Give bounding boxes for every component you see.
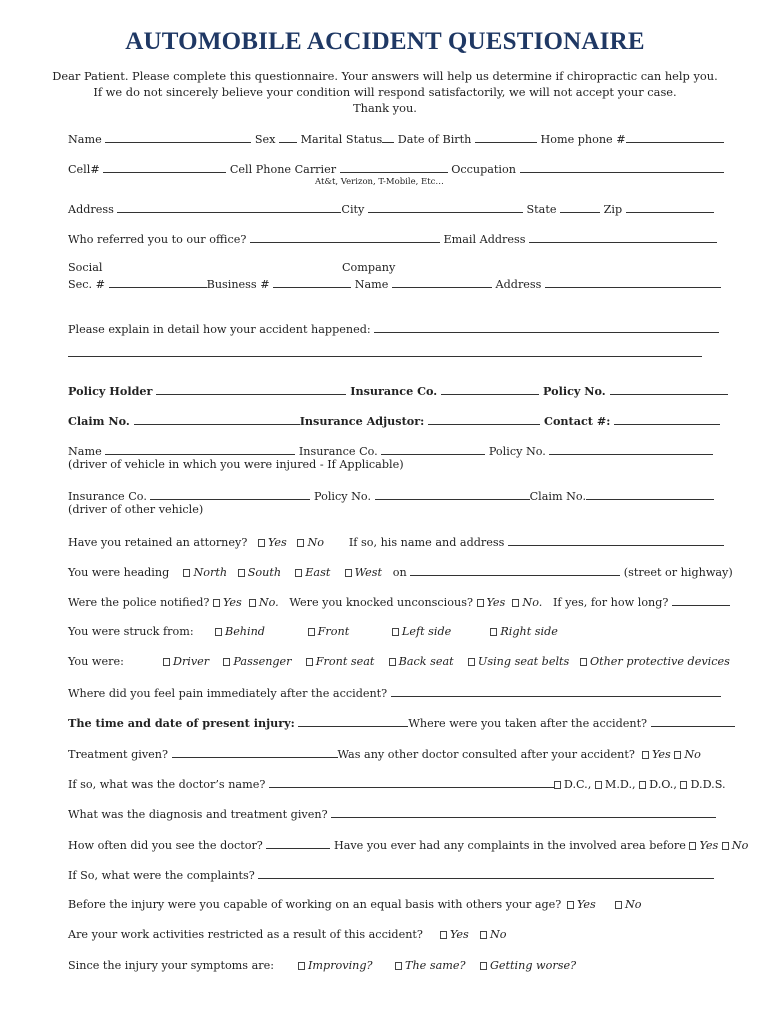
- carrier-field[interactable]: [340, 161, 448, 173]
- intro-line-3: Thank you.: [353, 101, 417, 115]
- dc-label: D.C.,: [563, 778, 592, 791]
- adjustor-label: Insurance Adjustor:: [299, 414, 425, 428]
- diagnosis-field[interactable]: [331, 806, 716, 818]
- what-complaints-field[interactable]: [258, 867, 714, 879]
- occupation-label: Occupation: [451, 163, 516, 176]
- police-yes-checkbox[interactable]: [213, 599, 220, 607]
- pain-field[interactable]: [391, 685, 721, 697]
- business-label: Business #: [206, 278, 270, 291]
- intro-line-1: Dear Patient. Please complete this questionnaire. Your answers will help us determine if chiropractic can help you.: [52, 69, 718, 83]
- attorney-follow-field[interactable]: [508, 534, 724, 546]
- name-field[interactable]: [105, 131, 251, 143]
- police-label: Were the police notified?: [68, 596, 210, 609]
- city-label: City: [341, 203, 365, 216]
- worse-checkbox[interactable]: [480, 962, 487, 970]
- on-label: on: [392, 566, 407, 579]
- south-checkbox[interactable]: [238, 569, 245, 577]
- other-doctor-yes-checkbox[interactable]: [642, 751, 649, 759]
- worse-option: [480, 959, 576, 972]
- attorney-label: Have you retained an attorney?: [68, 536, 248, 549]
- driver-row: [68, 443, 718, 459]
- other-driver-note: (driver of other vehicle): [68, 503, 204, 516]
- seat-belts-checkbox[interactable]: [468, 658, 475, 666]
- doctor-name-label: If so, what was the doctor’s name?: [68, 778, 266, 791]
- email-field[interactable]: [529, 231, 717, 243]
- improving-checkbox[interactable]: [298, 962, 305, 970]
- claim-no-label: Claim No.: [68, 414, 130, 428]
- restricted-no-label: No: [490, 928, 507, 941]
- pain-label: Where did you feel pain immediately after the accident?: [68, 687, 388, 700]
- doctor-name-field[interactable]: [269, 776, 554, 788]
- unconscious-no-checkbox[interactable]: [512, 599, 519, 607]
- passenger-label: Passenger: [233, 655, 292, 668]
- complaints-no-checkbox[interactable]: [722, 842, 729, 850]
- address-row: [68, 201, 718, 217]
- occupation-field[interactable]: [520, 161, 724, 173]
- policy-no-label: Policy No.: [543, 384, 606, 398]
- explain-row: [68, 321, 718, 337]
- restricted-label: Are your work activities restricted as a result of this accident?: [68, 928, 423, 941]
- police-yes-label: Yes: [222, 596, 242, 609]
- dob-field[interactable]: [475, 131, 537, 143]
- other-policy-label: Policy No.: [314, 490, 372, 503]
- state-label: State: [526, 203, 557, 216]
- address-field[interactable]: [117, 201, 341, 213]
- how-often-label: How often did you see the doctor?: [68, 839, 263, 852]
- dds-label: D.D.S.: [690, 778, 726, 791]
- diagnosis-row: [68, 806, 718, 822]
- intro-line-2: If we do not sincerely believe your condition will respond satisfactorily, we will not accept your case.: [93, 85, 677, 99]
- west-label: West: [354, 566, 383, 579]
- how-long-field[interactable]: [672, 594, 730, 606]
- worse-label: Getting worse?: [490, 959, 577, 972]
- capable-no-label: No: [625, 898, 642, 911]
- restricted-no-checkbox[interactable]: [480, 931, 487, 939]
- struck-label: You were struck from:: [68, 625, 194, 638]
- policy-row: [68, 383, 718, 398]
- other-ins-co-field[interactable]: [150, 488, 310, 500]
- how-often-field[interactable]: [266, 837, 330, 849]
- driver-policy-field[interactable]: [549, 443, 713, 455]
- unconscious-yes-label: Yes: [486, 596, 506, 609]
- personal-row-2: [68, 161, 718, 177]
- right-side-checkbox[interactable]: [490, 628, 497, 636]
- right-side-label: Right side: [500, 625, 558, 638]
- complaints-yes-checkbox[interactable]: [689, 842, 696, 850]
- contact-label: Contact #:: [544, 414, 611, 428]
- email-label: Email Address: [443, 233, 526, 246]
- street-field[interactable]: [410, 564, 620, 576]
- west-checkbox[interactable]: [345, 569, 352, 577]
- police-no-label: No.: [258, 596, 279, 609]
- pain-row: [68, 685, 718, 701]
- company-label-2: Name: [354, 278, 389, 291]
- same-label: The same?: [405, 959, 466, 972]
- how-often-row: [68, 837, 749, 853]
- capable-no-checkbox[interactable]: [615, 901, 622, 909]
- south-label: South: [247, 566, 282, 579]
- driver-ins-co-field[interactable]: [381, 443, 485, 455]
- treatment-field[interactable]: [172, 746, 338, 758]
- dob-label: Date of Birth: [397, 133, 472, 146]
- capable-yes: [567, 898, 596, 911]
- business-field[interactable]: [273, 276, 351, 288]
- north-label: North: [193, 566, 228, 579]
- cell-field[interactable]: [103, 161, 226, 173]
- other-policy-field[interactable]: [375, 488, 530, 500]
- carrier-label: Cell Phone Carrier: [229, 163, 337, 176]
- position-row: [68, 655, 730, 669]
- other-claim-field[interactable]: [586, 488, 714, 500]
- unconscious-yes-checkbox[interactable]: [477, 599, 484, 607]
- sex-label: Sex: [254, 133, 276, 146]
- restricted-yes-checkbox[interactable]: [440, 931, 447, 939]
- back-seat-label: Back seat: [398, 655, 454, 668]
- referral-row: [68, 231, 718, 247]
- treatment-row: [68, 746, 718, 762]
- heading-label: You were heading: [68, 566, 170, 579]
- unconscious-label: Were you knocked unconscious?: [289, 596, 473, 609]
- attorney-yes-label: Yes: [268, 536, 287, 549]
- marital-status-label: Marital Status: [300, 133, 383, 146]
- other-doctor-label: Was any other doctor consulted after your accident?: [337, 748, 635, 761]
- city-field[interactable]: [368, 201, 523, 213]
- company-label-1: Company: [342, 261, 396, 274]
- capable-yes-checkbox[interactable]: [567, 901, 574, 909]
- name-label: Name: [68, 133, 102, 146]
- police-row: [68, 594, 718, 610]
- north-checkbox[interactable]: [183, 569, 190, 577]
- other-claim-label: Claim No.: [529, 490, 587, 503]
- explain-label: Please explain in detail how your accident happened:: [68, 323, 371, 336]
- taken-field[interactable]: [651, 715, 735, 727]
- seat-belts-label: Using seat belts: [477, 655, 570, 668]
- restricted-yes-label: Yes: [450, 928, 469, 941]
- symptoms-row: [68, 959, 718, 973]
- driver-label: Driver: [172, 655, 210, 668]
- dc-checkbox[interactable]: [554, 781, 561, 789]
- state-field[interactable]: [560, 201, 600, 213]
- diagnosis-label: What was the diagnosis and treatment given?: [68, 808, 328, 821]
- do-label: D.O.,: [649, 778, 677, 791]
- how-long-label: If yes, for how long?: [552, 596, 669, 609]
- capable-yes-label: Yes: [577, 898, 596, 911]
- unconscious-no-label: No.: [522, 596, 543, 609]
- what-complaints-row: [68, 867, 718, 883]
- same-option: [395, 959, 465, 972]
- personal-row-1: [68, 131, 718, 147]
- east-label: East: [305, 566, 331, 579]
- complaints-no-label: No: [731, 839, 749, 852]
- front-label: Front: [317, 625, 350, 638]
- driver-ins-co-label: Insurance Co.: [298, 445, 378, 458]
- symptoms-label: Since the injury your symptoms are:: [68, 959, 274, 972]
- complaints-yes-label: Yes: [699, 839, 719, 852]
- social-field[interactable]: [109, 276, 207, 288]
- behind-checkbox[interactable]: [215, 628, 222, 636]
- struck-row: [68, 625, 718, 639]
- front-seat-label: Front seat: [315, 655, 375, 668]
- complaints-before-label: Have you ever had any complaints in the involved area before: [333, 839, 686, 852]
- md-checkbox[interactable]: [595, 781, 602, 789]
- back-seat-checkbox[interactable]: [389, 658, 396, 666]
- restricted-no: [480, 928, 507, 941]
- east-checkbox[interactable]: [295, 569, 302, 577]
- insurance-co-field[interactable]: [441, 383, 539, 395]
- taken-label: Where were you taken after the accident?: [408, 717, 648, 730]
- attorney-row: [68, 534, 718, 550]
- do-checkbox[interactable]: [639, 781, 646, 789]
- attorney-yes-checkbox[interactable]: [258, 539, 265, 547]
- capable-no: [615, 898, 642, 911]
- behind-label: Behind: [224, 625, 265, 638]
- driver-name-label: Name: [68, 445, 102, 458]
- adjustor-field[interactable]: [428, 413, 540, 425]
- driver-name-field[interactable]: [105, 443, 295, 455]
- street-label: (street or highway): [623, 566, 733, 579]
- other-driver-row: [68, 488, 718, 504]
- home-phone-field[interactable]: [626, 131, 724, 143]
- referred-label: Who referred you to our office?: [68, 233, 247, 246]
- cell-label: Cell#: [68, 163, 100, 176]
- driver-checkbox[interactable]: [163, 658, 170, 666]
- form-title: AUTOMOBILE ACCIDENT QUESTIONAIRE: [125, 28, 645, 55]
- driver-note: (driver of vehicle in which you were injured - If Applicable): [68, 458, 404, 471]
- left-side-label: Left side: [401, 625, 452, 638]
- referred-field[interactable]: [250, 231, 440, 243]
- social-label-2: Sec. #: [68, 278, 106, 291]
- other-ins-co-label: Insurance Co.: [68, 490, 147, 503]
- dds-checkbox[interactable]: [680, 781, 687, 789]
- other-doctor-yes-label: Yes: [651, 748, 671, 761]
- social-label-1: Social: [68, 261, 103, 274]
- other-devices-label: Other protective devices: [589, 655, 730, 668]
- policy-no-field[interactable]: [610, 383, 728, 395]
- home-phone-label: Home phone #: [540, 133, 626, 146]
- passenger-checkbox[interactable]: [223, 658, 230, 666]
- same-checkbox[interactable]: [395, 962, 402, 970]
- sex-field[interactable]: [279, 131, 297, 143]
- front-checkbox[interactable]: [308, 628, 315, 636]
- time-date-field[interactable]: [298, 715, 408, 727]
- front-seat-checkbox[interactable]: [306, 658, 313, 666]
- claim-no-field[interactable]: [134, 413, 300, 425]
- heading-row: [68, 564, 733, 580]
- attorney-no-checkbox[interactable]: [297, 539, 304, 547]
- improving-label: Improving?: [308, 959, 373, 972]
- md-label: M.D.,: [604, 778, 636, 791]
- attorney-no-label: No: [307, 536, 324, 549]
- address-label: Address: [68, 203, 114, 216]
- capable-label: Before the injury were you capable of working on an equal basis with others your age?: [68, 898, 562, 911]
- employment-row: [68, 276, 718, 292]
- left-side-checkbox[interactable]: [392, 628, 399, 636]
- zip-label: Zip: [603, 203, 623, 216]
- doctor-name-row: [68, 776, 726, 792]
- driver-policy-label: Policy No.: [488, 445, 546, 458]
- you-were-label: You were:: [68, 655, 124, 668]
- carrier-hint: At&t, Verizon, T-Mobile, Etc…: [315, 177, 444, 187]
- company-address-label: Address: [495, 278, 542, 291]
- attorney-follow-label: If so, his name and address: [348, 536, 505, 549]
- company-address-field[interactable]: [545, 276, 721, 288]
- improving-option: [298, 959, 373, 972]
- policy-holder-label: Policy Holder: [68, 384, 153, 398]
- marital-status-field[interactable]: [382, 131, 394, 143]
- other-devices-checkbox[interactable]: [580, 658, 587, 666]
- what-complaints-label: If So, what were the complaints?: [68, 869, 255, 882]
- company-field[interactable]: [392, 276, 492, 288]
- restricted-row: [68, 928, 718, 942]
- policy-holder-field[interactable]: [156, 383, 346, 395]
- time-date-row: [68, 715, 718, 731]
- claim-row: [68, 413, 718, 428]
- zip-field[interactable]: [626, 201, 714, 213]
- insurance-co-label: Insurance Co.: [350, 384, 438, 398]
- explain-field-2[interactable]: [68, 356, 702, 357]
- contact-field[interactable]: [614, 413, 720, 425]
- restricted-yes: [440, 928, 469, 941]
- other-doctor-no-checkbox[interactable]: [674, 751, 681, 759]
- other-doctor-no-label: No: [684, 748, 701, 761]
- police-no-checkbox[interactable]: [249, 599, 256, 607]
- explain-field-1[interactable]: [374, 321, 719, 333]
- treatment-label: Treatment given?: [68, 748, 168, 761]
- time-date-label: The time and date of present injury:: [68, 716, 295, 730]
